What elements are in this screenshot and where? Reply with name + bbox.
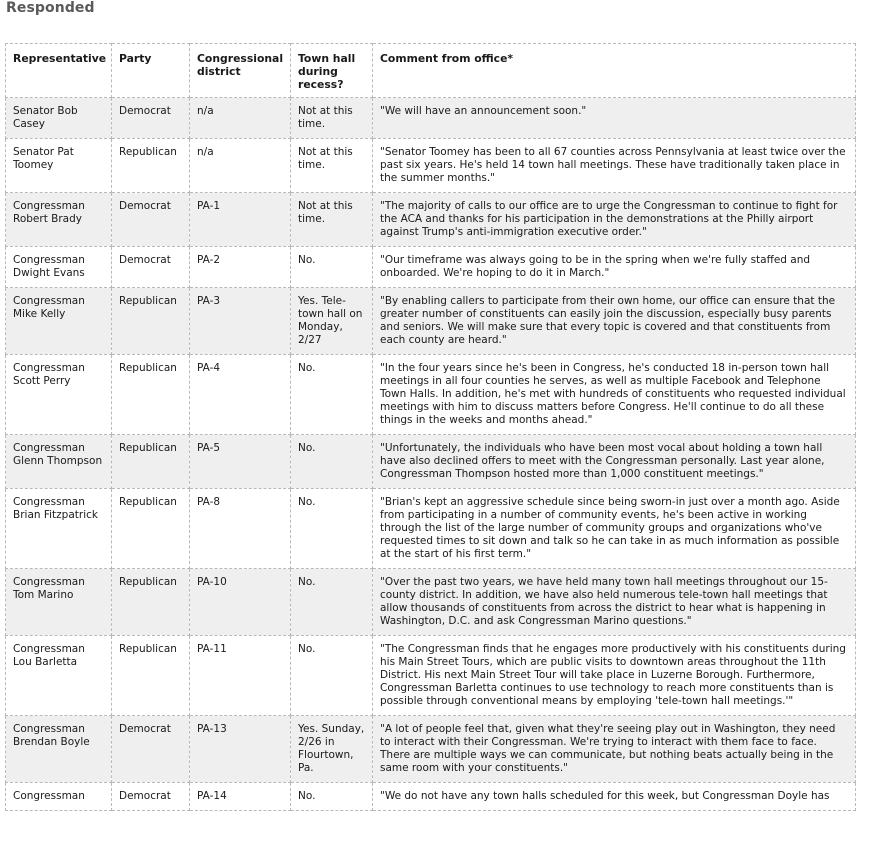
cell-comment: "The majority of calls to our office are to urge the Congressman to continue to fight for the ACA and thanks for his participation in the demonstrations at the Philly airport against Trump's anti-immigration executive order." xyxy=(373,193,856,247)
cell-party: Republican xyxy=(112,355,190,435)
cell-district: PA-3 xyxy=(190,288,291,355)
cell-district: PA-8 xyxy=(190,489,291,569)
cell-party: Democrat xyxy=(112,193,190,247)
cell-representative: Congressman Tom Marino xyxy=(6,569,112,636)
table-row xyxy=(6,716,856,783)
table-row xyxy=(6,193,856,247)
table-row xyxy=(6,288,856,355)
cell-party: Republican xyxy=(112,569,190,636)
cell-representative: Congressman Dwight Evans xyxy=(6,247,112,288)
cell-comment: "In the four years since he's been in Congress, he's conducted 18 in-person town hall meetings in all four counties he serves, as well as multiple Facebook and Telephone Town Halls. In addition, he's met with hundreds of constituents who requested individual meetings with him to discuss matters before Congress. He'll continue to do all these things in the weeks and months ahead." xyxy=(373,355,856,435)
table-row xyxy=(6,783,856,811)
cell-district: PA-11 xyxy=(190,636,291,716)
cell-district: PA-10 xyxy=(190,569,291,636)
responses-table-container xyxy=(5,43,856,811)
cell-district: n/a xyxy=(190,98,291,139)
cell-district: PA-2 xyxy=(190,247,291,288)
cell-comment: "A lot of people feel that, given what they're seeing play out in Washington, they need to interact with their Congressman. We're trying to interact with them face to face. There are multiple ways we can communicate, but nothing beats actually being in the same room with your constituents." xyxy=(373,716,856,783)
table-row xyxy=(6,636,856,716)
cell-comment: "Brian's kept an aggressive schedule since being sworn-in just over a month ago. Aside from participating in a number of community events, he's been active in working through the list of the large number of community groups and organizations who've requested times to sit down and talk so he can take in as much information as possible at the start of his first term." xyxy=(373,489,856,569)
cell-party: Republican xyxy=(112,288,190,355)
table-body xyxy=(6,98,856,811)
table-row xyxy=(6,435,856,489)
cell-district: PA-4 xyxy=(190,355,291,435)
cell-town-hall: No. xyxy=(291,355,373,435)
cell-town-hall: No. xyxy=(291,489,373,569)
cell-representative: Congressman Brian Fitzpatrick xyxy=(6,489,112,569)
cell-representative: Congressman Lou Barletta xyxy=(6,636,112,716)
cell-party: Democrat xyxy=(112,247,190,288)
table-row xyxy=(6,569,856,636)
cell-town-hall: No. xyxy=(291,783,373,811)
cell-comment: "Unfortunately, the individuals who have been most vocal about holding a town hall have also declined offers to meet with the Congressman personally. Last year alone, Congressman Thompson hosted more than 1,000 constituent meetings." xyxy=(373,435,856,489)
cell-party: Republican xyxy=(112,435,190,489)
table-row xyxy=(6,98,856,139)
cell-representative: Congressman Brendan Boyle xyxy=(6,716,112,783)
cell-representative: Congressman xyxy=(6,783,112,811)
cell-representative: Senator Pat Toomey xyxy=(6,139,112,193)
cell-district: PA-14 xyxy=(190,783,291,811)
cell-party: Democrat xyxy=(112,783,190,811)
cell-comment: "Senator Toomey has been to all 67 counties across Pennsylvania at least twice over the past six years. He's held 14 town hall meetings. These have traditionally taken place in the summer months." xyxy=(373,139,856,193)
cell-comment: "The Congressman finds that he engages more productively with his constituents during his Main Street Tours, which are public visits to downtown areas throughout the 11th District. His next Main Street Tour will take place in Luzerne Borough. Furthermore, Congressman Barletta continues to use technology to reach more constituents than is possible through conventional means by employing 'tele-town hall meetings.'" xyxy=(373,636,856,716)
cell-town-hall: No. xyxy=(291,636,373,716)
table-header-row xyxy=(6,44,856,98)
cell-representative: Congressman Glenn Thompson xyxy=(6,435,112,489)
column-header-district: Congressional district xyxy=(190,44,291,98)
cell-party: Republican xyxy=(112,636,190,716)
cell-representative: Congressman Scott Perry xyxy=(6,355,112,435)
cell-town-hall: No. xyxy=(291,435,373,489)
cell-district: n/a xyxy=(190,139,291,193)
cell-representative: Senator Bob Casey xyxy=(6,98,112,139)
cell-town-hall: Yes. Tele-town hall on Monday, 2/27 xyxy=(291,288,373,355)
cell-town-hall: Not at this time. xyxy=(291,98,373,139)
cell-party: Democrat xyxy=(112,716,190,783)
cell-party: Republican xyxy=(112,489,190,569)
cell-comment: "Over the past two years, we have held many town hall meetings throughout our 15-county district. In addition, we have also held numerous tele-town hall meetings that allow thousands of constituents from across the district to hear what is happening in Washington, D.C. and ask Congressman Marino questions." xyxy=(373,569,856,636)
column-header-representative: Representative xyxy=(6,44,112,98)
column-header-town-hall: Town hall during recess? xyxy=(291,44,373,98)
cell-district: PA-1 xyxy=(190,193,291,247)
cell-district: PA-5 xyxy=(190,435,291,489)
table-row xyxy=(6,247,856,288)
cell-district: PA-13 xyxy=(190,716,291,783)
cell-party: Democrat xyxy=(112,98,190,139)
cell-comment: "Our timeframe was always going to be in the spring when we're fully staffed and onboarded. We're hoping to do it in March." xyxy=(373,247,856,288)
section-heading: Responded xyxy=(6,0,95,16)
cell-party: Republican xyxy=(112,139,190,193)
cell-town-hall: No. xyxy=(291,569,373,636)
cell-representative: Congressman Robert Brady xyxy=(6,193,112,247)
cell-town-hall: No. xyxy=(291,247,373,288)
column-header-party: Party xyxy=(112,44,190,98)
table-row xyxy=(6,355,856,435)
cell-comment: "We will have an announcement soon." xyxy=(373,98,856,139)
cell-town-hall: Not at this time. xyxy=(291,139,373,193)
cell-town-hall: Yes. Sunday, 2/26 in Flourtown, Pa. xyxy=(291,716,373,783)
cell-comment: "We do not have any town halls scheduled for this week, but Congressman Doyle has xyxy=(373,783,856,811)
table-row xyxy=(6,139,856,193)
responses-table xyxy=(5,43,856,811)
cell-town-hall: Not at this time. xyxy=(291,193,373,247)
column-header-comment: Comment from office* xyxy=(373,44,856,98)
cell-comment: "By enabling callers to participate from their own home, our office can ensure that the greater number of constituents can easily join the discussion, especially busy parents and seniors. We will make sure that every topic is covered and that constituents from each county are heard." xyxy=(373,288,856,355)
table-row xyxy=(6,489,856,569)
cell-representative: Congressman Mike Kelly xyxy=(6,288,112,355)
